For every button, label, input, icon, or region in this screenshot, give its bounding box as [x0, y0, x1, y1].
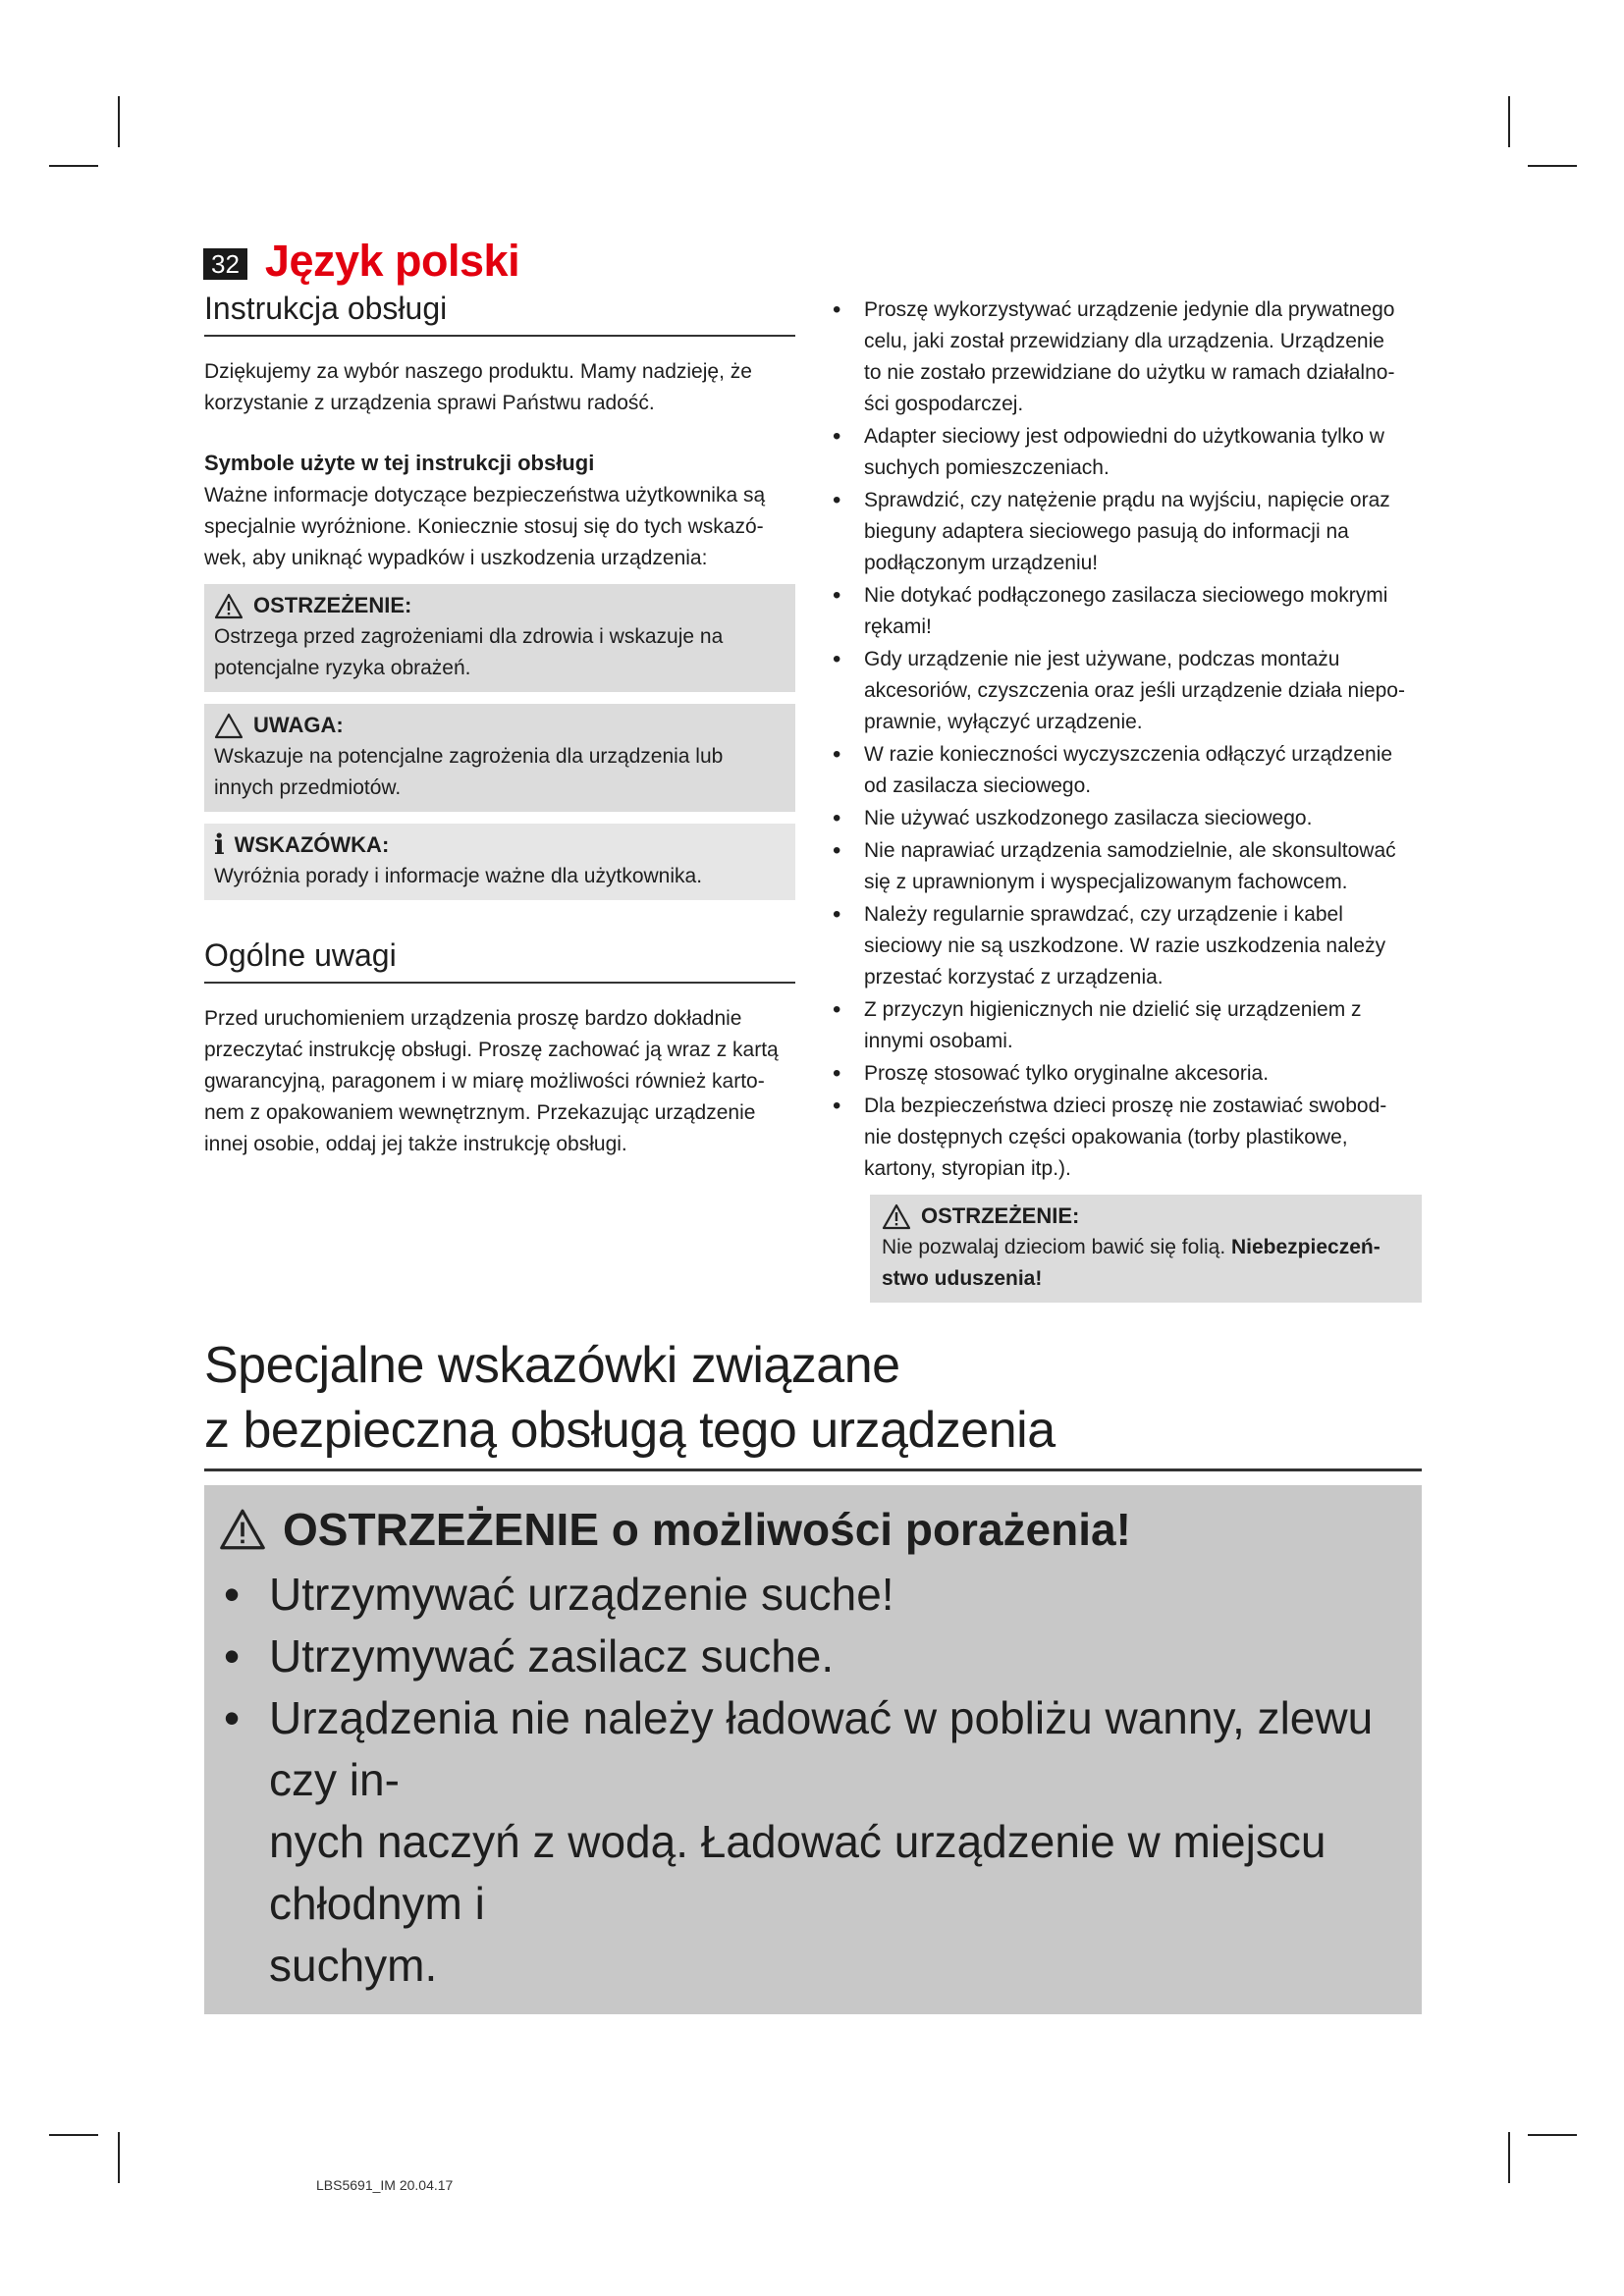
list-item: • Nie naprawiać urządzenia samodzielnie, ale skonsultować się z uprawnionym i wyspecjalizowanym fachowcem. — [833, 835, 1422, 898]
info-icon: i — [214, 828, 225, 861]
page-header — [203, 236, 519, 287]
list-item: • Nie dotykać podłączonego zasilacza sieciowego mokrymi rękami! — [833, 580, 1422, 643]
general-title: Ogólne uwagi — [204, 937, 795, 984]
general-text: Przed uruchomieniem urządzenia proszę bardzo dokładnie przeczytać instrukcję obsługi. Proszę zachować ją wraz z kartą gwarancyjną, paragonem i w miarę możliwości również karto- nem z opakowaniem wewnętrznym. Przekazując urządzenie innej osobie, oddaj jej także instrukcję obsługi. — [204, 1007, 779, 1155]
list-item: • Proszę wykorzystywać urządzenie jedynie dla prywatnego celu, jaki został przewidziany dla urządzenia. Urządzenie to nie zostało przewidziane do użytku w ramach działalno- ści gospodarczej. — [833, 294, 1422, 420]
list-item: • Nie używać uszkodzonego zasilacza sieciowego. — [833, 803, 1422, 834]
list-item: • Sprawdzić, czy natężenie prądu na wyjściu, napięcie oraz bieguny adaptera sieciowego pasują do informacji na podłączonym urządzeniu! — [833, 485, 1422, 579]
caution-label: UWAGA: — [253, 713, 344, 737]
left-column — [204, 291, 795, 1160]
crop-mark — [1508, 2132, 1510, 2183]
warning-triangle-icon — [882, 1203, 911, 1230]
foil-warning-box — [870, 1195, 1422, 1303]
right-column — [833, 294, 1422, 1303]
list-item: • Proszę stosować tylko oryginalne akcesoria. — [833, 1058, 1422, 1090]
hint-box — [204, 824, 795, 900]
shock-warning-heading: OSTRZEŻENIE o możliwości porażenia! — [218, 1499, 1402, 1560]
crop-mark — [49, 165, 98, 167]
crop-mark — [49, 2134, 98, 2136]
list-item: • Urządzenia nie należy ładować w pobliżu wanny, zlewu czy in- nych naczyń z wodą. Ładować urządzenie w miejscu chłodnym i suchym. — [218, 1687, 1402, 1997]
warning-box — [204, 584, 795, 692]
crop-mark — [1528, 165, 1577, 167]
warning-label: OSTRZEŻENIE: — [253, 593, 412, 617]
special-title: Specjalne wskazówki związane z bezpieczną obsługą tego urządzenia — [204, 1337, 1056, 1459]
list-item: • Utrzymywać urządzenie suche! — [218, 1564, 1402, 1626]
caution-text: Wskazuje na potencjalne zagrożenia dla urządzenia lub innych przedmiotów. — [214, 745, 724, 799]
symbols-title: Symbole użyte w tej instrukcji obsługi — [204, 451, 595, 475]
warning-triangle-icon — [214, 593, 244, 619]
list-item: • Dla bezpieczeństwa dzieci proszę nie zostawiać swobod- nie dostępnych części opakowania (torby plastikowe, kartony, styropian itp.). — [833, 1091, 1422, 1185]
language-title: Język polski — [264, 236, 520, 286]
caution-box — [204, 704, 795, 812]
shock-warning-box — [204, 1485, 1422, 2014]
list-item: • Gdy urządzenie nie jest używane, podczas montażu akcesoriów, czyszczenia oraz jeśli urządzenie działa niepo- prawnie, wyłączyć urządzenie. — [833, 644, 1422, 738]
hint-label: WSKAZÓWKA: — [234, 832, 390, 857]
crop-mark — [1528, 2134, 1577, 2136]
footer-code: LBS5691_IM 20.04.17 — [316, 2177, 454, 2193]
list-item: • W razie konieczności wyczyszczenia odłączyć urządzenie od zasilacza sieciowego. — [833, 739, 1422, 802]
warning-triangle-icon — [218, 1508, 267, 1551]
warning-text: Ostrzega przed zagrożeniami dla zdrowia i wskazuje na potencjalne ryzyka obrażeń. — [214, 625, 724, 679]
safety-list — [833, 294, 1422, 1185]
list-item: • Z przyczyn higienicznych nie dzielić się urządzeniem z innymi osobami. — [833, 994, 1422, 1057]
intro-text: Dziękujemy za wybór naszego produktu. Mamy nadzieję, że korzystanie z urządzenia sprawi Państwu radość. — [204, 360, 752, 414]
hint-text: Wyróżnia porady i informacje ważne dla użytkownika. — [214, 865, 703, 887]
foil-warning-label: OSTRZEŻENIE: — [921, 1203, 1080, 1228]
list-item: • Adapter sieciowy jest odpowiedni do użytkowania tylko w suchych pomieszczeniach. — [833, 421, 1422, 484]
list-item: • Należy regularnie sprawdzać, czy urządzenie i kabel sieciowy nie są uszkodzone. W razie uszkodzenia należy przestać korzystać z urządzenia. — [833, 899, 1422, 993]
foil-warning-text: Nie pozwalaj dzieciom bawić się folią. Niebezpieczeń- stwo uduszenia! — [882, 1236, 1380, 1290]
list-item: • Utrzymywać zasilacz suche. — [218, 1626, 1402, 1687]
special-section — [204, 1333, 1422, 2014]
symbols-text: Ważne informacje dotyczące bezpieczeństwa użytkownika są specjalnie wyróżnione. Koniecznie stosuj się do tych wskazó- wek, aby uniknąć wypadków i uszkodzenia urządzenia: — [204, 484, 766, 569]
shock-warning-list — [218, 1564, 1402, 1997]
crop-mark — [118, 96, 120, 147]
instructions-title: Instrukcja obsługi — [204, 291, 795, 337]
caution-triangle-icon — [214, 713, 244, 739]
crop-mark — [1508, 96, 1510, 147]
crop-mark — [118, 2132, 120, 2183]
divider — [204, 1468, 1422, 1471]
page-number: 32 — [203, 248, 247, 280]
